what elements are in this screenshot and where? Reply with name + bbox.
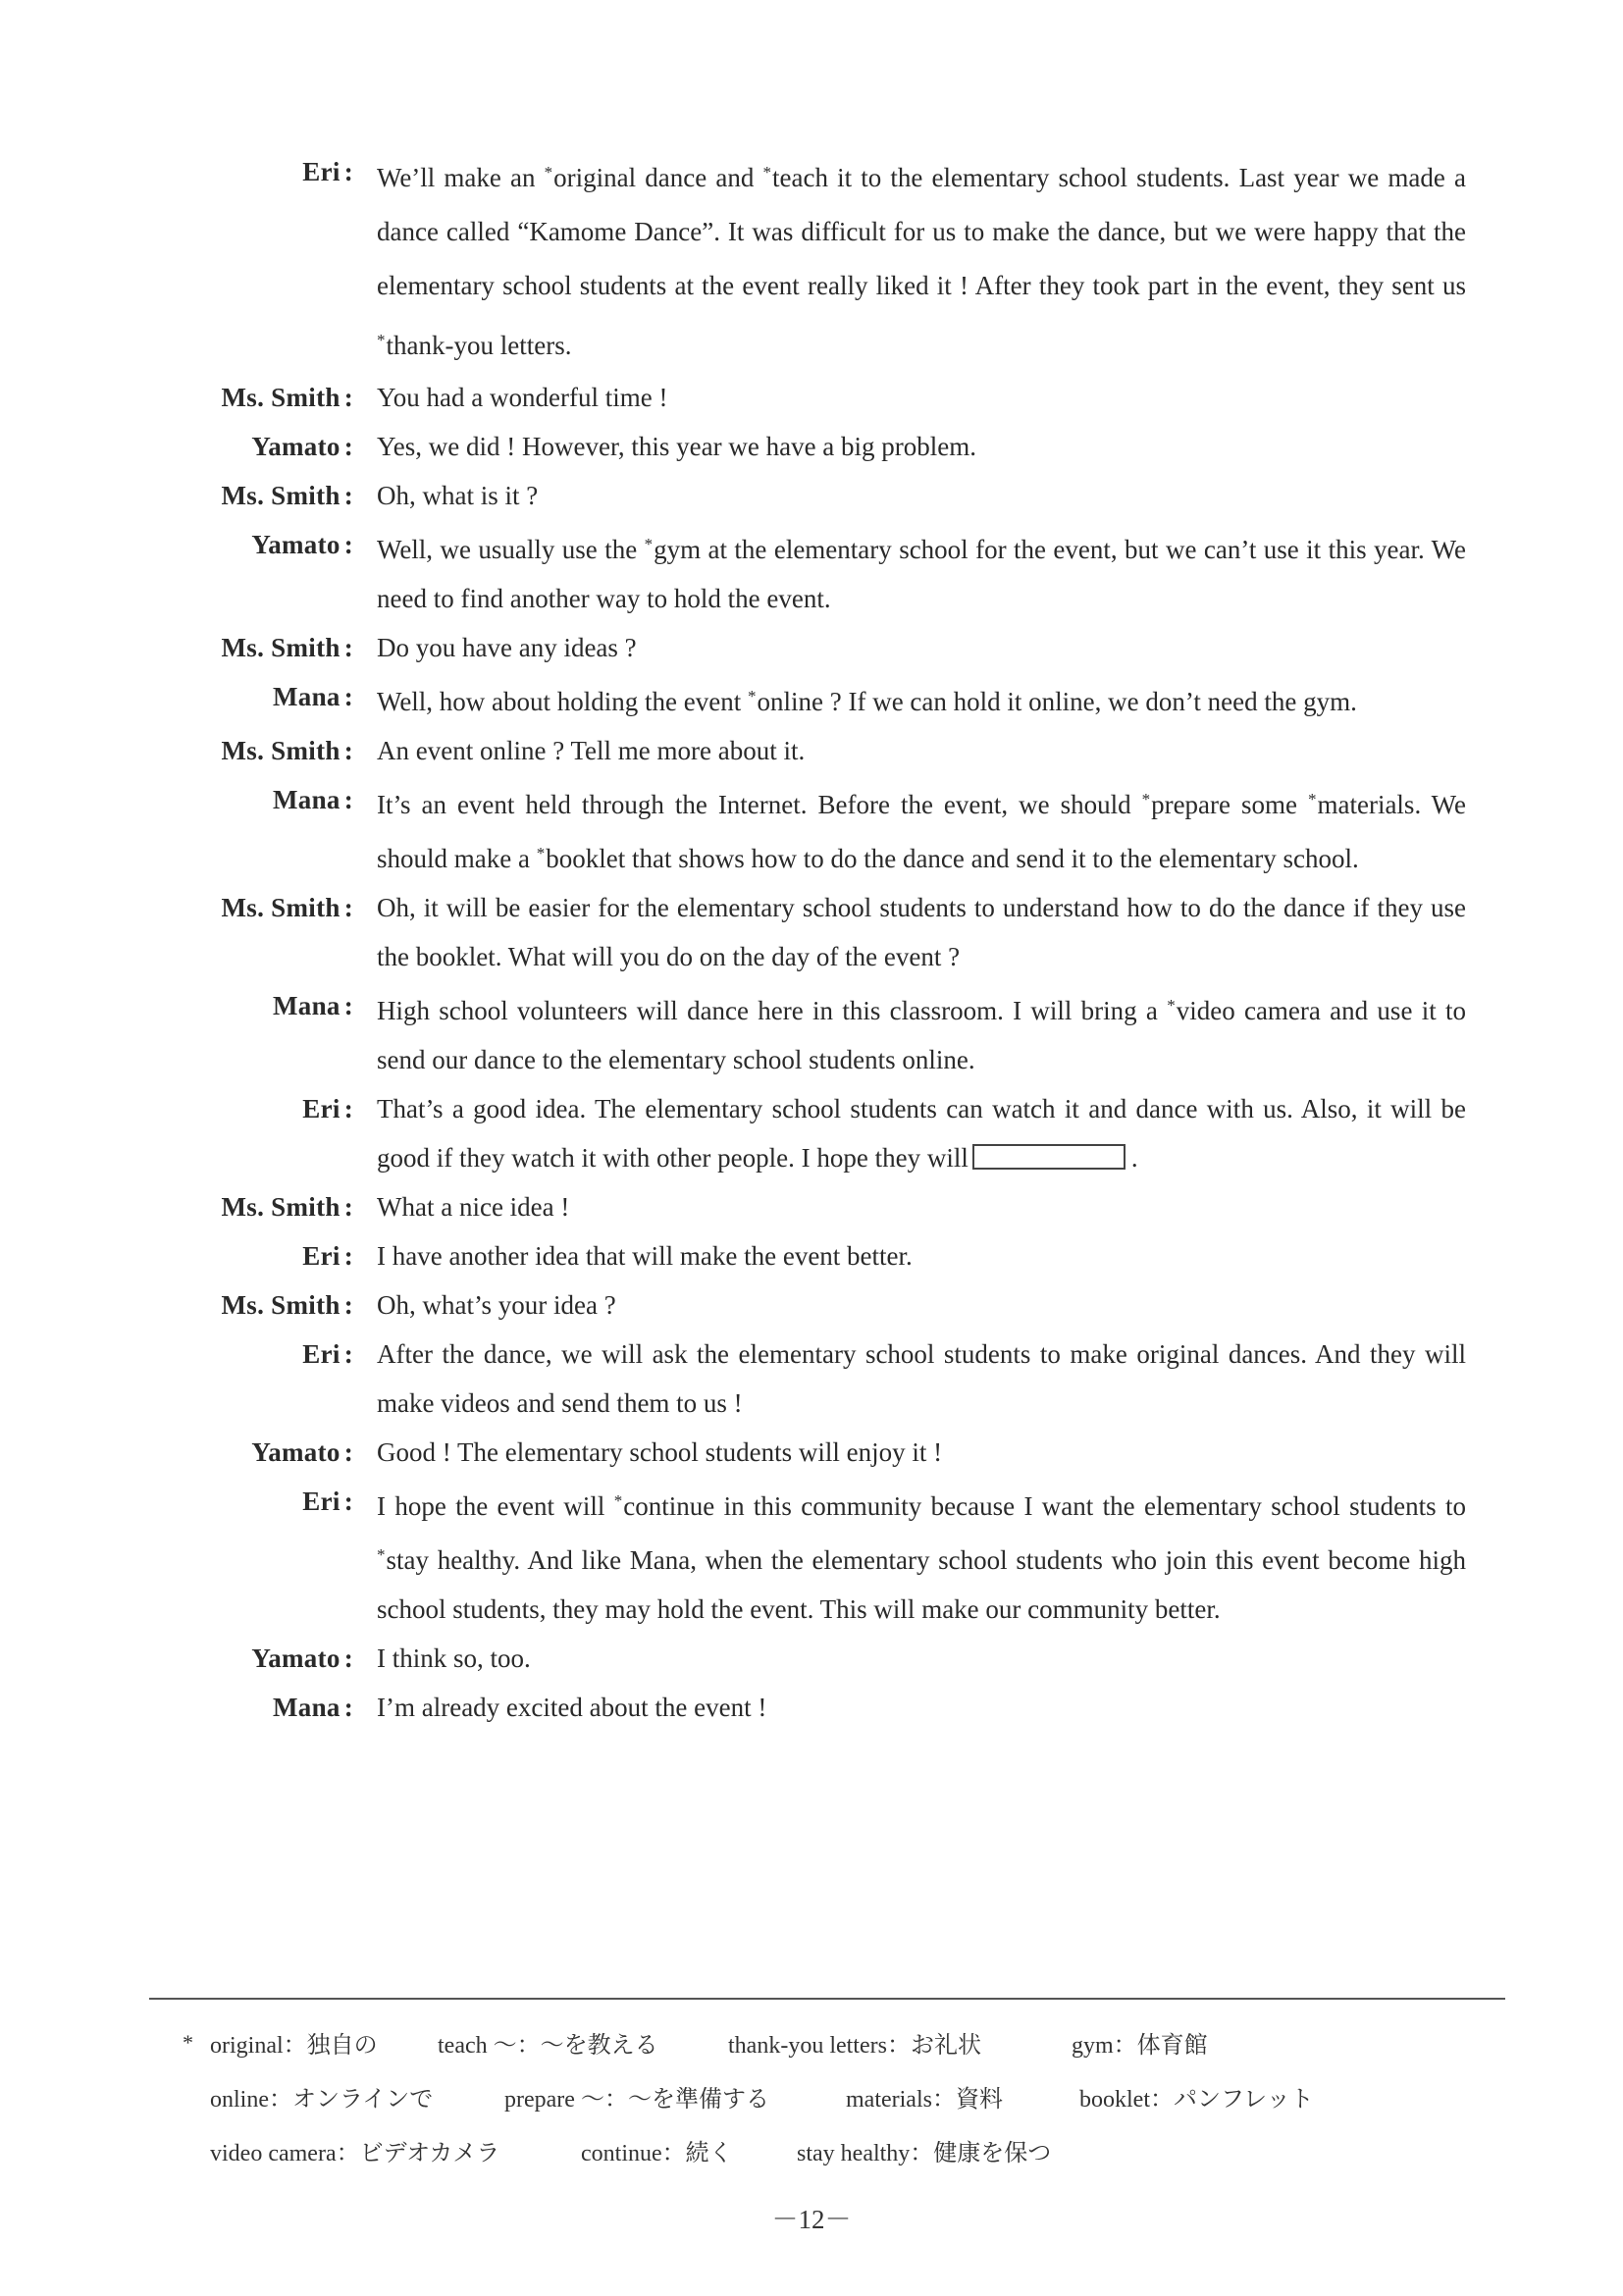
dialogue-turn <box>186 981 1472 1084</box>
speaker-name: Ms. Smith : <box>186 1280 353 1330</box>
speech-text: You had a wonderful time ! <box>377 383 668 412</box>
dialogue-turn <box>186 1634 1472 1683</box>
speech-text: It’s an event held through the Internet. Before the event, we should *prepare some *materials. We should make a *booklet that shows how to do the dance and send it to the elementary school. <box>377 790 1466 873</box>
speaker-name: Mana : <box>186 672 353 721</box>
speech-text: An event online ? Tell me more about it. <box>377 736 806 765</box>
dialogue-turn <box>186 775 1472 883</box>
dialogue-turn <box>186 1280 1472 1330</box>
speech-text: I think so, too. <box>377 1644 531 1673</box>
dialogue-turn <box>186 1231 1472 1280</box>
speaker-name: Ms. Smith : <box>186 623 353 672</box>
glossary-mark: * <box>183 2029 193 2055</box>
dialogue-turn <box>186 883 1472 981</box>
speech-text: Well, we usually use the *gym at the elementary school for the event, but we can’t use it this year. We need to find another way to hold the event. <box>377 535 1466 613</box>
speech-text: Well, how about holding the event *online ? If we can hold it online, we don’t need the gym. <box>377 687 1357 716</box>
glossary-row <box>183 2069 1458 2123</box>
speech-text: Do you have any ideas ? <box>377 633 637 662</box>
glossary-entry: thank-you letters：お礼状 <box>728 2033 981 2059</box>
dialogue-turn <box>186 520 1472 623</box>
glossary-entry: materials：資料 <box>846 2087 1003 2113</box>
speech-text: We’ll make an *original dance and *teach it to the elementary school students. Last year we made a dance called “Kamome Dance”. It was difficult for us to make the dance, but we were happy that the elementary school students at the event really liked it ! After they took part in the event, they sent us *thank-you letters. <box>377 163 1466 360</box>
glossary <box>183 2015 1458 2177</box>
speaker-name: Yamato : <box>186 520 353 569</box>
speaker-name: Ms. Smith : <box>186 883 353 932</box>
speech-text: Yes, we did ! However, this year we have a big problem. <box>377 432 977 461</box>
speech-text: What a nice idea ! <box>377 1192 570 1222</box>
dialogue-turn <box>186 1182 1472 1231</box>
glossary-entry: video camera：ビデオカメラ <box>210 2141 500 2166</box>
speaker-name: Eri : <box>186 1477 353 1526</box>
speaker-name: Ms. Smith : <box>186 373 353 422</box>
dialogue-turn <box>186 623 1472 672</box>
dialogue-turn <box>186 373 1472 422</box>
speaker-name: Ms. Smith : <box>186 1182 353 1231</box>
glossary-entry: gym：体育館 <box>1072 2033 1208 2059</box>
glossary-row <box>183 2015 1458 2069</box>
speaker-name: Ms. Smith : <box>186 471 353 520</box>
dialogue-turn <box>186 1330 1472 1428</box>
glossary-entry: stay healthy：健康を保つ <box>797 2141 1052 2166</box>
dialogue-turn <box>186 1683 1472 1732</box>
speech-text: Oh, what is it ? <box>377 481 539 510</box>
page-number: －12－ <box>771 2205 852 2234</box>
dialogue <box>186 145 1472 1732</box>
dialogue-turn <box>186 145 1472 373</box>
glossary-entry: continue：続く <box>581 2141 733 2166</box>
dialogue-turn <box>186 422 1472 471</box>
dialogue-turn <box>186 1428 1472 1477</box>
speaker-name: Eri : <box>186 1231 353 1280</box>
speech-text: Good ! The elementary school students will enjoy it ! <box>377 1437 943 1467</box>
dialogue-turn <box>186 1084 1472 1182</box>
speech-text: Oh, what’s your idea ? <box>377 1290 616 1320</box>
glossary-divider <box>149 1998 1505 2000</box>
answer-blank[interactable] <box>972 1144 1126 1170</box>
glossary-row <box>183 2123 1458 2177</box>
speech-text: I hope the event will *continue in this community because I want the elementary school students to *stay healthy. And like Mana, when the elementary school students who join this event become high school students, they may hold the event. This will make our community better. <box>377 1491 1466 1624</box>
speaker-name: Ms. Smith : <box>186 726 353 775</box>
glossary-entry: original：独自の <box>210 2033 378 2059</box>
speech-text: Oh, it will be easier for the elementary school students to understand how to do the dance if they use the booklet. What will you do on the day of the event ? <box>377 893 1466 971</box>
speech-text: High school volunteers will dance here in this classroom. I will bring a *video camera and use it to send our dance to the elementary school students online. <box>377 996 1466 1074</box>
glossary-entry: teach ～：～を教える <box>438 2033 658 2059</box>
speaker-name: Eri : <box>186 1084 353 1133</box>
speech-text: After the dance, we will ask the elementary school students to make original dances. And they will make videos and send them to us ! <box>377 1339 1466 1418</box>
speaker-name: Eri : <box>186 1330 353 1379</box>
speaker-name: Yamato : <box>186 1634 353 1683</box>
dialogue-turn <box>186 726 1472 775</box>
speaker-name: Mana : <box>186 981 353 1030</box>
speech-text: I’m already excited about the event ! <box>377 1693 767 1722</box>
speech-text: That’s a good idea. The elementary school students can watch it and dance with us. Also, it will be good if they watch it with other people. I hope they will . <box>377 1094 1466 1173</box>
dialogue-turn <box>186 672 1472 726</box>
speaker-name: Mana : <box>186 775 353 824</box>
dialogue-turn <box>186 1477 1472 1634</box>
glossary-entry: prepare ～：～を準備する <box>504 2087 769 2113</box>
speaker-name: Yamato : <box>186 1428 353 1477</box>
speaker-name: Eri : <box>186 145 353 199</box>
speaker-name: Yamato : <box>186 422 353 471</box>
glossary-entry: online：オンラインで <box>210 2087 434 2113</box>
dialogue-turn <box>186 471 1472 520</box>
glossary-entry: booklet：パンフレット <box>1079 2087 1314 2113</box>
speech-text: I have another idea that will make the event better. <box>377 1241 913 1271</box>
speaker-name: Mana : <box>186 1683 353 1732</box>
